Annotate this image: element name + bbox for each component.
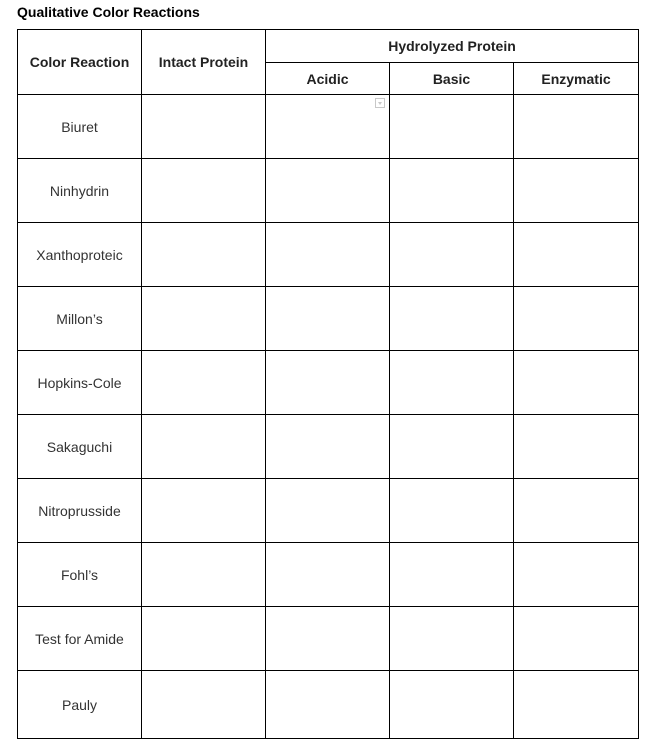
reaction-name-cell: Test for Amide — [18, 607, 142, 671]
table-row — [18, 223, 639, 287]
intact-protein-cell[interactable] — [142, 671, 266, 739]
basic-cell[interactable] — [390, 287, 514, 351]
acidic-cell[interactable] — [266, 287, 390, 351]
acidic-cell[interactable] — [266, 671, 390, 739]
reaction-name-cell: Ninhydrin — [18, 159, 142, 223]
header-hydrolyzed-protein: Hydrolyzed Protein — [266, 30, 639, 63]
basic-cell[interactable] — [390, 671, 514, 739]
intact-protein-cell[interactable] — [142, 479, 266, 543]
acidic-cell[interactable] — [266, 543, 390, 607]
basic-cell[interactable] — [390, 351, 514, 415]
acidic-cell[interactable] — [266, 415, 390, 479]
table-row — [18, 415, 639, 479]
reaction-name-cell: Pauly — [18, 671, 142, 739]
chevron-down-icon[interactable] — [375, 98, 385, 108]
basic-cell[interactable] — [390, 607, 514, 671]
basic-cell[interactable] — [390, 415, 514, 479]
header-basic: Basic — [390, 63, 514, 95]
enzymatic-cell[interactable] — [514, 351, 639, 415]
enzymatic-cell[interactable] — [514, 223, 639, 287]
table-row — [18, 159, 639, 223]
reaction-name-cell: Nitroprusside — [18, 479, 142, 543]
enzymatic-cell[interactable] — [514, 287, 639, 351]
intact-protein-cell[interactable] — [142, 543, 266, 607]
color-reactions-table — [17, 29, 639, 739]
enzymatic-cell[interactable] — [514, 159, 639, 223]
enzymatic-cell[interactable] — [514, 671, 639, 739]
enzymatic-cell[interactable] — [514, 543, 639, 607]
reaction-name-cell: Fohl’s — [18, 543, 142, 607]
acidic-cell[interactable] — [266, 479, 390, 543]
table-header-row — [18, 30, 639, 63]
table-row — [18, 351, 639, 415]
intact-protein-cell[interactable] — [142, 415, 266, 479]
reaction-name-cell: Sakaguchi — [18, 415, 142, 479]
intact-protein-cell[interactable] — [142, 223, 266, 287]
header-acidic: Acidic — [266, 63, 390, 95]
table-row — [18, 287, 639, 351]
basic-cell[interactable] — [390, 95, 514, 159]
reaction-name-cell: Millon’s — [18, 287, 142, 351]
basic-cell[interactable] — [390, 159, 514, 223]
page-title: Qualitative Color Reactions — [17, 4, 200, 20]
table-row — [18, 479, 639, 543]
enzymatic-cell[interactable] — [514, 479, 639, 543]
acidic-cell[interactable] — [266, 223, 390, 287]
intact-protein-cell[interactable] — [142, 95, 266, 159]
basic-cell[interactable] — [390, 223, 514, 287]
header-intact-protein: Intact Protein — [142, 30, 266, 95]
table-row — [18, 671, 639, 739]
reaction-name-cell: Biuret — [18, 95, 142, 159]
acidic-cell[interactable] — [266, 95, 390, 159]
intact-protein-cell[interactable] — [142, 159, 266, 223]
reaction-name-cell: Hopkins-Cole — [18, 351, 142, 415]
intact-protein-cell[interactable] — [142, 287, 266, 351]
table-row — [18, 543, 639, 607]
header-enzymatic: Enzymatic — [514, 63, 639, 95]
table-row — [18, 607, 639, 671]
acidic-cell[interactable] — [266, 607, 390, 671]
basic-cell[interactable] — [390, 479, 514, 543]
reaction-name-cell: Xanthoproteic — [18, 223, 142, 287]
acidic-cell[interactable] — [266, 351, 390, 415]
basic-cell[interactable] — [390, 543, 514, 607]
intact-protein-cell[interactable] — [142, 607, 266, 671]
enzymatic-cell[interactable] — [514, 607, 639, 671]
enzymatic-cell[interactable] — [514, 95, 639, 159]
enzymatic-cell[interactable] — [514, 415, 639, 479]
acidic-cell[interactable] — [266, 159, 390, 223]
intact-protein-cell[interactable] — [142, 351, 266, 415]
header-color-reaction: Color Reaction — [18, 30, 142, 95]
table-row — [18, 95, 639, 159]
